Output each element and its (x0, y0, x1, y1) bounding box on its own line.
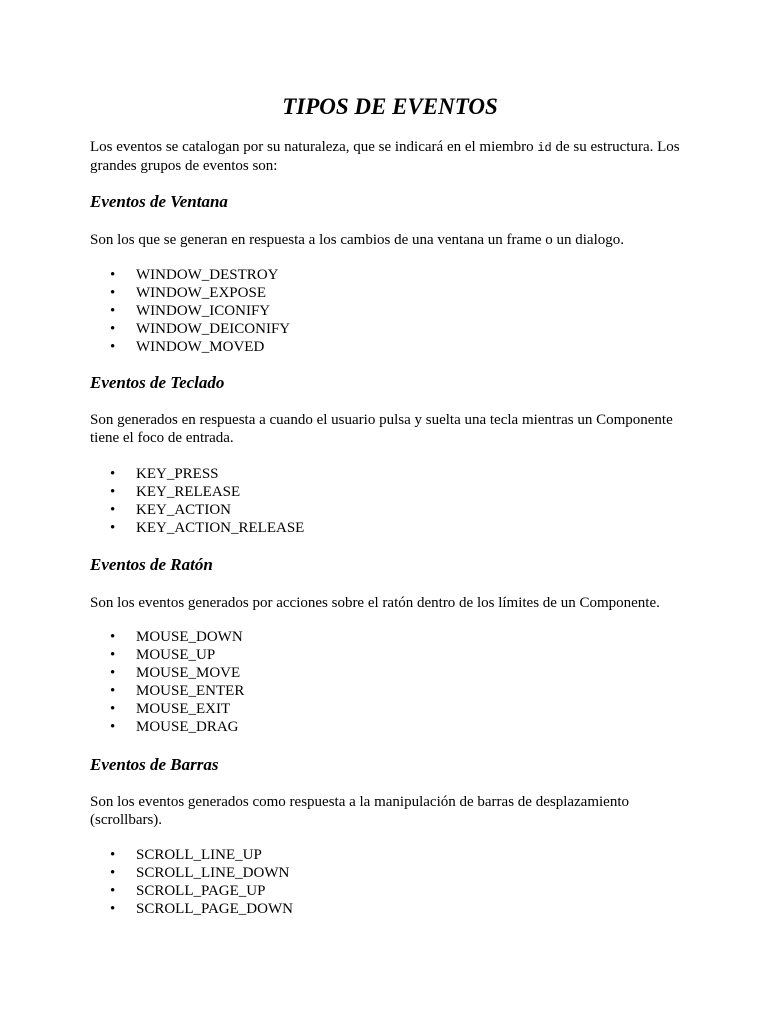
bullet-icon: • (110, 847, 116, 863)
bullet-icon: • (110, 647, 116, 663)
list-item: • KEY_ACTION_RELEASE (110, 520, 305, 536)
list-item: • MOUSE_MOVE (110, 665, 241, 681)
section-heading-barras: Eventos de Barras (90, 755, 219, 774)
section-description-teclado: Son generados en respuesta a cuando el usuario pulsa y suelta una tecla mientras un Componente tiene el foco de entrada. (90, 412, 673, 446)
intro-code-id: id (537, 141, 552, 155)
event-list-barras (90, 846, 293, 918)
list-item: • WINDOW_MOVED (110, 339, 265, 355)
list-item: • WINDOW_DESTROY (110, 267, 279, 283)
list-item: • WINDOW_DEICONIFY (110, 321, 291, 337)
bullet-icon: • (110, 683, 116, 699)
list-item: • SCROLL_LINE_DOWN (110, 865, 290, 881)
event-list-ventana (90, 266, 290, 356)
list-item: • MOUSE_EXIT (110, 701, 231, 717)
bullet-icon: • (110, 665, 116, 681)
bullet-icon: • (110, 520, 116, 536)
list-item: • MOUSE_UP (110, 647, 216, 663)
list-item: • KEY_ACTION (110, 502, 231, 518)
list-item: • MOUSE_DRAG (110, 719, 239, 735)
section-heading-raton: Eventos de Ratón (90, 555, 213, 574)
bullet-icon: • (110, 466, 116, 482)
list-item: • MOUSE_DOWN (110, 629, 243, 645)
document-title: TIPOS DE EVENTOS (282, 94, 498, 119)
bullet-icon: • (110, 303, 116, 319)
bullet-icon: • (110, 865, 116, 881)
intro-text-start: Los eventos se catalogan por su naturaleza, que se indicará en el miembro (90, 139, 538, 155)
list-item: • SCROLL_PAGE_DOWN (110, 901, 293, 917)
list-item: • KEY_RELEASE (110, 484, 241, 500)
bullet-icon: • (110, 719, 116, 735)
section-description-ventana: Son los que se generan en respuesta a los cambios de una ventana un frame o un dialogo. (90, 232, 625, 248)
list-item: • MOUSE_ENTER (110, 683, 245, 699)
bullet-icon: • (110, 339, 116, 355)
list-item: • KEY_PRESS (110, 466, 219, 482)
section-heading-teclado: Eventos de Teclado (90, 373, 225, 392)
section-heading-ventana: Eventos de Ventana (90, 192, 228, 211)
list-item: • WINDOW_EXPOSE (110, 285, 266, 301)
bullet-icon: • (110, 629, 116, 645)
list-item: • SCROLL_LINE_UP (110, 847, 262, 863)
list-item: • SCROLL_PAGE_UP (110, 883, 266, 899)
bullet-icon: • (110, 883, 116, 899)
intro-paragraph (90, 138, 690, 175)
event-list-raton (90, 628, 244, 736)
bullet-icon: • (110, 502, 116, 518)
bullet-icon: • (110, 701, 116, 717)
bullet-icon: • (110, 285, 116, 301)
bullet-icon: • (110, 321, 116, 337)
event-list-teclado (90, 465, 304, 537)
bullet-icon: • (110, 484, 116, 500)
bullet-icon: • (110, 267, 116, 283)
section-description-raton: Son los eventos generados por acciones sobre el ratón dentro de los límites de un Componente. (90, 595, 660, 611)
intro-text-end: de su estructura. Los grandes grupos de eventos son: (90, 139, 680, 174)
list-item: • WINDOW_ICONIFY (110, 303, 271, 319)
bullet-icon: • (110, 901, 116, 917)
section-description-barras: Son los eventos generados como respuesta a la manipulación de barras de desplazamiento (scrollbars). (90, 794, 629, 828)
